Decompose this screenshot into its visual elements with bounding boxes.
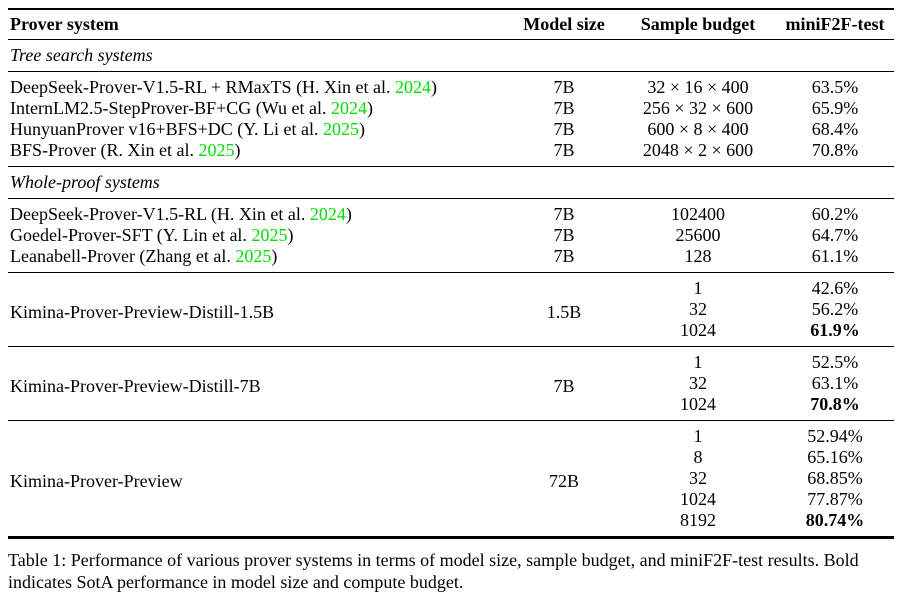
minif2f-score-cell: 63.5%: [811, 77, 859, 97]
prover-system-name: HunyuanProver v16+BFS+DC (Y. Li et al.: [10, 119, 319, 139]
prover-system-name: Goedel-Prover-SFT (Y. Lin et al.: [10, 225, 247, 245]
prover-system-name: InternLM2.5-StepProver-BF+CG (Wu et al.: [10, 98, 327, 118]
model-size-cell: 1.5B: [546, 301, 582, 322]
model-size-cell: 7B: [553, 225, 575, 245]
table-header: [8, 9, 894, 40]
minif2f-score-cell: 65.16%: [807, 447, 863, 467]
prover-system-name: Kimina-Prover-Preview: [10, 470, 183, 491]
table-row: [8, 98, 894, 119]
sample-budget-cell: 8192: [680, 510, 716, 530]
prover-system-name: DeepSeek-Prover-V1.5-RL + RMaxTS (H. Xin et al.: [10, 77, 391, 97]
prover-system-name: Kimina-Prover-Preview-Distill-7B: [10, 375, 261, 396]
minif2f-score-cell: 80.74%: [805, 510, 865, 530]
table-row: [8, 273, 894, 300]
sample-budget-cell: 2048 × 2 × 600: [642, 140, 754, 160]
sample-budget-cell: 128: [684, 246, 712, 266]
group-block: [8, 347, 894, 421]
prover-system-name: DeepSeek-Prover-V1.5-RL (H. Xin et al.: [10, 204, 306, 224]
model-size-cell: 7B: [553, 246, 575, 266]
table-caption: Table 1: Performance of various prover systems in terms of model size, sample budget, and miniF2F-test results. Bold indicates SotA performance in model size and compute budget.: [8, 550, 859, 592]
prover-system-cell: BFS-Prover (R. Xin et al. 2025): [10, 140, 241, 160]
citation-year: 2025: [322, 119, 359, 139]
minif2f-score-cell: 70.8%: [811, 140, 859, 160]
rows-block: [8, 199, 894, 273]
minif2f-score-cell: 70.8%: [810, 394, 860, 414]
section-label: Whole-proof systems: [10, 172, 160, 192]
sample-budget-cell: 1024: [680, 394, 716, 414]
table-row: [8, 199, 894, 226]
citation-year: 2024: [395, 77, 432, 97]
citation-year: 2024: [331, 98, 368, 118]
minif2f-score-cell: 61.1%: [811, 246, 859, 266]
prover-system-name: BFS-Prover (R. Xin et al.: [10, 140, 194, 160]
prover-system-cell: HunyuanProver v16+BFS+DC (Y. Li et al. 2025): [10, 119, 365, 139]
table-row: [8, 246, 894, 273]
column-header-prover-system: Prover system: [10, 14, 119, 34]
section-block: [8, 40, 894, 72]
minif2f-score-cell: 64.7%: [811, 225, 859, 245]
prover-system-name: Kimina-Prover-Preview-Distill-1.5B: [10, 301, 275, 322]
column-header-minif2f-test: miniF2F-test: [785, 14, 885, 34]
table-row: [8, 72, 894, 99]
citation-year: 2025: [251, 225, 288, 245]
prover-system-cell: Goedel-Prover-SFT (Y. Lin et al. 2025): [10, 225, 294, 245]
sample-budget-cell: 32: [689, 299, 707, 319]
sample-budget-cell: 600 × 8 × 400: [647, 119, 749, 139]
minif2f-score-cell: 52.94%: [807, 426, 863, 446]
rows-block: [8, 72, 894, 167]
minif2f-score-cell: 61.9%: [810, 320, 860, 340]
section-label: Tree search systems: [10, 45, 153, 65]
sample-budget-cell: 25600: [675, 225, 721, 245]
sample-budget-cell: 1024: [680, 320, 716, 340]
table-row: [8, 225, 894, 246]
sample-budget-cell: 8: [693, 447, 703, 467]
minif2f-score-cell: 65.9%: [811, 98, 859, 118]
minif2f-score-cell: 68.4%: [811, 119, 859, 139]
sample-budget-cell: 1024: [680, 489, 716, 509]
sample-budget-cell: 1: [693, 278, 703, 298]
column-header-sample-budget: Sample budget: [640, 14, 756, 34]
prover-system-cell: InternLM2.5-StepProver-BF+CG (Wu et al. 2024): [10, 98, 374, 118]
table-row: [8, 140, 894, 167]
section-row: [8, 40, 894, 72]
table-row: [8, 421, 894, 448]
group-block: [8, 421, 894, 538]
prover-system-cell: [8, 273, 508, 347]
minif2f-score-cell: 60.2%: [811, 204, 859, 224]
prover-system-name: Leanabell-Prover (Zhang et al.: [10, 246, 231, 266]
citation-year: 2025: [235, 246, 272, 266]
sample-budget-cell: 32 × 16 × 400: [647, 77, 749, 97]
model-size-cell: 7B: [553, 140, 575, 160]
citation-year: 2024: [309, 204, 346, 224]
minif2f-score-cell: 68.85%: [807, 468, 863, 488]
minif2f-score-cell: 63.1%: [811, 373, 859, 393]
sample-budget-cell: 32: [689, 468, 707, 488]
model-size-cell: 7B: [553, 98, 575, 118]
minif2f-score-cell: 77.87%: [807, 489, 863, 509]
minif2f-score-cell: 56.2%: [811, 299, 859, 319]
section-row: [8, 167, 894, 199]
model-size-cell: 72B: [548, 470, 579, 491]
prover-results-table: [8, 8, 894, 539]
model-size-cell: 7B: [553, 375, 575, 396]
citation-year: 2025: [198, 140, 235, 160]
sample-budget-cell: 1: [693, 426, 703, 446]
table-row: [8, 347, 894, 374]
model-size-cell: 7B: [553, 204, 575, 224]
model-size-cell: 7B: [553, 119, 575, 139]
group-block: [8, 273, 894, 347]
prover-system-cell: DeepSeek-Prover-V1.5-RL (H. Xin et al. 2024): [10, 204, 352, 224]
sample-budget-cell: 256 × 32 × 600: [642, 98, 754, 118]
prover-system-cell: [8, 347, 508, 421]
prover-system-cell: [8, 421, 508, 538]
header-row: [8, 9, 894, 40]
minif2f-score-cell: 42.6%: [811, 278, 859, 298]
table-row: [8, 119, 894, 140]
model-size-cell: 7B: [553, 77, 575, 97]
minif2f-score-cell: 52.5%: [811, 352, 859, 372]
sample-budget-cell: 1: [693, 352, 703, 372]
section-block: [8, 167, 894, 199]
sample-budget-cell: 32: [689, 373, 707, 393]
column-header-model-size: Model size: [523, 14, 605, 34]
prover-system-cell: DeepSeek-Prover-V1.5-RL + RMaxTS (H. Xin et al. 2024): [10, 77, 438, 97]
sample-budget-cell: 102400: [671, 204, 725, 224]
prover-system-cell: Leanabell-Prover (Zhang et al. 2025): [10, 246, 278, 266]
